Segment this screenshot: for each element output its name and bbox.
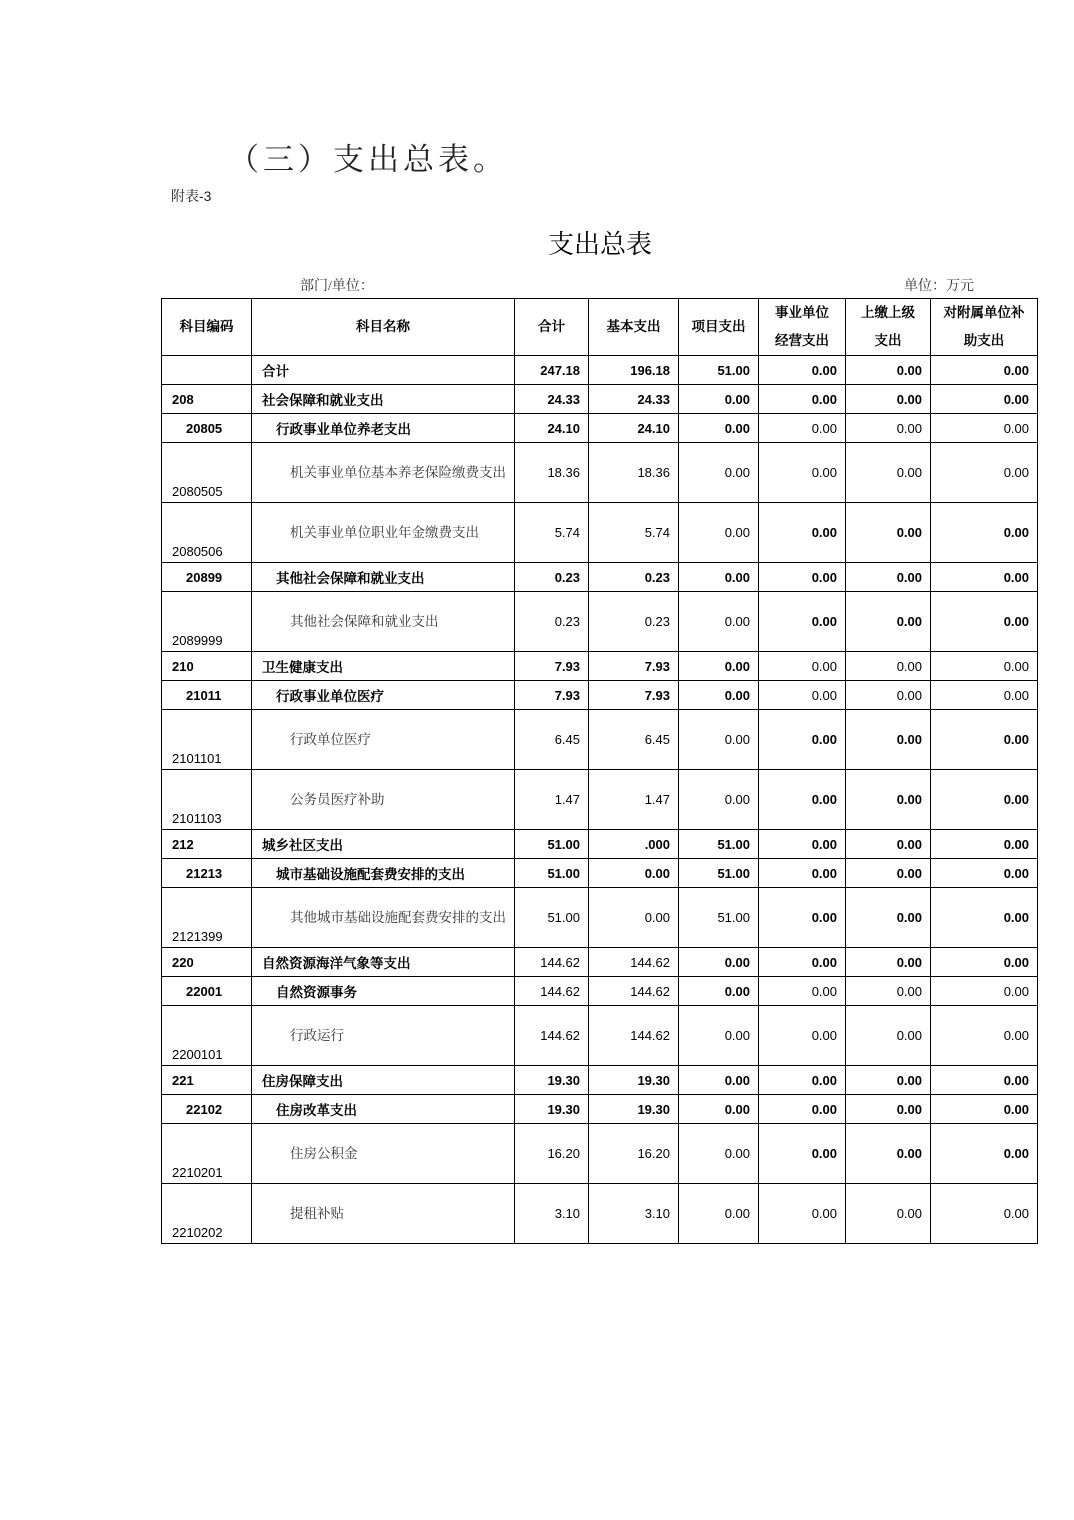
amount-cell: 144.62 [515,948,589,977]
subject-code-cell: 21213 [162,859,252,888]
amount-cell: 24.10 [515,414,589,443]
subject-name-cell: 城乡社区支出 [252,830,515,859]
amount-cell: 6.45 [515,710,589,770]
amount-cell: 0.00 [679,652,759,681]
amount-cell: 247.18 [515,356,589,385]
amount-cell: 0.00 [759,1066,846,1095]
amount-cell: 0.00 [759,356,846,385]
amount-cell: 0.00 [679,977,759,1006]
amount-cell: 0.00 [759,1006,846,1066]
table-row [162,563,1038,592]
amount-cell: .000 [589,830,679,859]
column-header-label: 对附属单位补 [943,305,1025,320]
column-header [759,299,846,356]
amount-cell: 0.00 [759,948,846,977]
amount-cell: 0.00 [931,888,1038,948]
amount-cell: 19.30 [589,1066,679,1095]
amount-cell: 5.74 [589,503,679,563]
subject-name-cell: 机关事业单位职业年金缴费支出 [252,503,515,563]
table-row [162,356,1038,385]
subject-name-cell: 其他社会保障和就业支出 [252,563,515,592]
section-heading: （三）支出总表。 [228,142,508,178]
column-header-label: 项目支出 [691,319,746,334]
subject-code-cell: 20899 [162,563,252,592]
amount-cell: 51.00 [679,356,759,385]
amount-cell: 16.20 [589,1124,679,1184]
subject-name-cell: 行政运行 [252,1006,515,1066]
amount-cell: 0.00 [679,1095,759,1124]
amount-cell: 16.20 [515,1124,589,1184]
subject-code-cell: 210 [162,652,252,681]
amount-cell: 0.23 [589,563,679,592]
table-row [162,414,1038,443]
subject-name-cell: 住房公积金 [252,1124,515,1184]
amount-cell: 0.00 [931,443,1038,503]
table-row [162,652,1038,681]
amount-cell: 0.00 [759,681,846,710]
amount-cell: 0.00 [931,710,1038,770]
subject-code-cell: 2200101 [162,1006,252,1066]
amount-cell: 51.00 [679,859,759,888]
unit-label: 单位：万元 [904,279,974,294]
amount-cell: 0.00 [759,563,846,592]
subject-name-cell: 自然资源事务 [252,977,515,1006]
amount-cell: 0.00 [679,1184,759,1244]
column-header [162,299,252,356]
amount-cell: 1.47 [515,770,589,830]
subject-code-cell: 22102 [162,1095,252,1124]
subject-code-cell: 2080506 [162,503,252,563]
amount-cell: 0.00 [679,948,759,977]
amount-cell: 7.93 [515,652,589,681]
amount-cell: 18.36 [515,443,589,503]
table-row [162,1124,1038,1184]
subject-code-cell: 2101103 [162,770,252,830]
amount-cell: 0.00 [679,1066,759,1095]
amount-cell: 0.00 [759,1184,846,1244]
amount-cell: 0.00 [931,681,1038,710]
amount-cell: 0.00 [759,503,846,563]
amount-cell: 0.00 [931,1124,1038,1184]
amount-cell: 0.00 [759,414,846,443]
column-header [846,299,931,356]
amount-cell: 0.00 [931,356,1038,385]
amount-cell: 0.00 [679,443,759,503]
amount-cell: 51.00 [515,830,589,859]
subject-code-cell [162,356,252,385]
subject-name-cell: 公务员医疗补助 [252,770,515,830]
amount-cell: 0.00 [931,1006,1038,1066]
amount-cell: 0.00 [759,710,846,770]
column-header-label: 合计 [538,319,565,334]
amount-cell: 0.00 [846,443,931,503]
table-row [162,710,1038,770]
column-header [515,299,589,356]
amount-cell: 24.10 [589,414,679,443]
amount-cell: 0.00 [759,859,846,888]
subject-code-cell: 2080505 [162,443,252,503]
column-header-label: 助支出 [963,333,1005,348]
amount-cell: 0.00 [759,1095,846,1124]
amount-cell: 19.30 [589,1095,679,1124]
amount-cell: 0.00 [759,443,846,503]
amount-cell: 0.00 [846,592,931,652]
table-row [162,830,1038,859]
amount-cell: 0.00 [931,770,1038,830]
amount-cell: 0.00 [589,859,679,888]
subject-code-cell: 212 [162,830,252,859]
subject-code-cell: 22001 [162,977,252,1006]
table-row [162,1066,1038,1095]
amount-cell: 0.00 [759,592,846,652]
amount-cell: 7.93 [515,681,589,710]
amount-cell: 51.00 [679,830,759,859]
amount-cell: 0.00 [846,681,931,710]
amount-cell: 0.00 [679,385,759,414]
table-title: 支出总表 [547,230,652,260]
subject-name-cell: 社会保障和就业支出 [252,385,515,414]
subject-code-cell: 2101101 [162,710,252,770]
amount-cell: 0.00 [931,385,1038,414]
amount-cell: 0.00 [846,652,931,681]
amount-cell: 0.00 [846,948,931,977]
amount-cell: 0.00 [846,1184,931,1244]
amount-cell: 19.30 [515,1066,589,1095]
column-header [252,299,515,356]
amount-cell: 18.36 [589,443,679,503]
amount-cell: 0.00 [846,414,931,443]
amount-cell: 144.62 [515,1006,589,1066]
amount-cell: 0.23 [589,592,679,652]
amount-cell: 7.93 [589,652,679,681]
subject-code-cell: 2089999 [162,592,252,652]
amount-cell: 0.00 [846,1124,931,1184]
expenditure-table [161,298,1038,1244]
amount-cell: 0.00 [679,592,759,652]
amount-cell: 5.74 [515,503,589,563]
amount-cell: 0.00 [759,977,846,1006]
amount-cell: 0.00 [846,563,931,592]
table-row [162,1006,1038,1066]
amount-cell: 0.00 [931,563,1038,592]
subject-code-cell: 2210202 [162,1184,252,1244]
table-row [162,977,1038,1006]
amount-cell: 0.00 [931,830,1038,859]
amount-cell: 24.33 [589,385,679,414]
column-header [679,299,759,356]
column-header [931,299,1038,356]
subject-code-cell: 221 [162,1066,252,1095]
amount-cell: 0.00 [679,1006,759,1066]
table-row [162,859,1038,888]
subject-code-cell: 21011 [162,681,252,710]
amount-cell: 0.00 [846,710,931,770]
column-header-label: 上缴上级 [861,305,915,320]
amount-cell: 0.00 [931,1095,1038,1124]
amount-cell: 0.00 [759,385,846,414]
amount-cell: 144.62 [515,977,589,1006]
table-row [162,770,1038,830]
amount-cell: 0.00 [759,1124,846,1184]
amount-cell: 0.00 [679,1124,759,1184]
table-row [162,592,1038,652]
table-row [162,443,1038,503]
amount-cell: 0.00 [679,414,759,443]
amount-cell: 144.62 [589,948,679,977]
amount-cell: 144.62 [589,977,679,1006]
amount-cell: 0.00 [846,1066,931,1095]
amount-cell: 0.00 [846,770,931,830]
amount-cell: 0.00 [759,652,846,681]
subject-name-cell: 城市基础设施配套费安排的支出 [252,859,515,888]
amount-cell: 0.00 [846,888,931,948]
column-header [589,299,679,356]
amount-cell: 196.18 [589,356,679,385]
amount-cell: 7.93 [589,681,679,710]
amount-cell: 0.00 [846,385,931,414]
subject-name-cell: 行政单位医疗 [252,710,515,770]
table-header-row [162,299,1038,356]
amount-cell: 51.00 [679,888,759,948]
subject-code-cell: 20805 [162,414,252,443]
table-row [162,681,1038,710]
amount-cell: 0.00 [931,414,1038,443]
subject-code-cell: 220 [162,948,252,977]
department-label: 部门/单位： [300,279,374,294]
subject-code-cell: 208 [162,385,252,414]
amount-cell: 51.00 [515,888,589,948]
subject-name-cell: 卫生健康支出 [252,652,515,681]
subject-name-cell: 行政事业单位养老支出 [252,414,515,443]
amount-cell: 19.30 [515,1095,589,1124]
subject-name-cell: 机关事业单位基本养老保险缴费支出 [252,443,515,503]
subject-name-cell: 自然资源海洋气象等支出 [252,948,515,977]
table-row [162,1184,1038,1244]
amount-cell: 0.00 [931,977,1038,1006]
amount-cell: 0.00 [846,356,931,385]
subject-name-cell: 提租补贴 [252,1184,515,1244]
column-header-label: 事业单位 [775,305,829,320]
column-header-label: 支出 [874,333,902,348]
amount-cell: 0.00 [679,503,759,563]
table-row [162,385,1038,414]
table-body [162,356,1038,1244]
amount-cell: 0.00 [679,563,759,592]
amount-cell: 0.00 [846,1006,931,1066]
amount-cell: 0.23 [515,563,589,592]
amount-cell: 0.00 [931,859,1038,888]
amount-cell: 0.00 [931,948,1038,977]
table-row [162,1095,1038,1124]
table-row [162,503,1038,563]
amount-cell: 0.00 [759,830,846,859]
amount-cell: 0.00 [759,888,846,948]
subject-name-cell: 其他社会保障和就业支出 [252,592,515,652]
subject-code-cell: 2121399 [162,888,252,948]
amount-cell: 0.00 [931,1184,1038,1244]
amount-cell: 0.23 [515,592,589,652]
amount-cell: 3.10 [515,1184,589,1244]
amount-cell: 0.00 [846,1095,931,1124]
subject-code-cell: 2210201 [162,1124,252,1184]
subject-name-cell: 合计 [252,356,515,385]
amount-cell: 0.00 [679,710,759,770]
amount-cell: 0.00 [679,770,759,830]
subject-name-cell: 其他城市基础设施配套费安排的支出 [252,888,515,948]
amount-cell: 0.00 [846,859,931,888]
amount-cell: 0.00 [931,1066,1038,1095]
amount-cell: 3.10 [589,1184,679,1244]
amount-cell: 0.00 [759,770,846,830]
table-row [162,888,1038,948]
amount-cell: 0.00 [846,977,931,1006]
column-header-label: 经营支出 [775,333,829,348]
subject-name-cell: 住房保障支出 [252,1066,515,1095]
table-row [162,948,1038,977]
amount-cell: 144.62 [589,1006,679,1066]
amount-cell: 0.00 [846,830,931,859]
subject-name-cell: 行政事业单位医疗 [252,681,515,710]
amount-cell: 24.33 [515,385,589,414]
amount-cell: 0.00 [846,503,931,563]
amount-cell: 0.00 [931,652,1038,681]
amount-cell: 0.00 [679,681,759,710]
amount-cell: 51.00 [515,859,589,888]
column-header-label: 科目名称 [356,319,410,334]
column-header-label: 科目编码 [179,319,234,334]
amount-cell: 0.00 [589,888,679,948]
amount-cell: 6.45 [589,710,679,770]
amount-cell: 1.47 [589,770,679,830]
column-header-label: 基本支出 [606,319,661,334]
amount-cell: 0.00 [931,592,1038,652]
appendix-label: 附表-3 [171,188,212,204]
subject-name-cell: 住房改革支出 [252,1095,515,1124]
amount-cell: 0.00 [931,503,1038,563]
